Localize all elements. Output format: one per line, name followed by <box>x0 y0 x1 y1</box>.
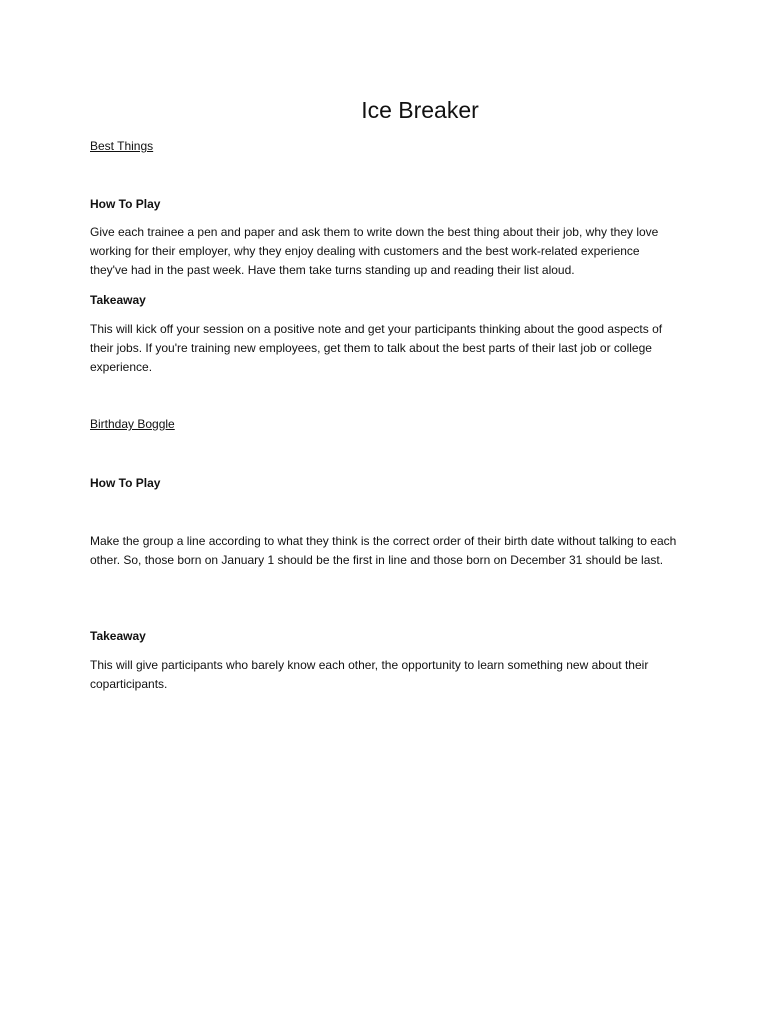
document-title: Ice Breaker <box>361 97 479 123</box>
how-to-play-heading: How To Play <box>90 476 161 490</box>
how-to-play-heading: How To Play <box>90 197 161 211</box>
takeaway-paragraph: This will kick off your session on a positive note and get your participants thinking about the good aspects of their jobs. If you're training new employees, get them to talk about the best parts of their last job or college experience. <box>90 322 663 374</box>
how-to-play-paragraph: Make the group a line according to what they think is the correct order of their birth date without talking to each other. So, those born on January 1 should be the first in line and those born on December 31 should be last. <box>90 534 677 567</box>
takeaway-heading: Takeaway <box>90 293 146 307</box>
section-title-birthday-boggle: Birthday Boggle <box>90 417 175 431</box>
section-title-best-things: Best Things <box>90 139 154 153</box>
takeaway-heading: Takeaway <box>90 629 146 643</box>
how-to-play-paragraph: Give each trainee a pen and paper and ask them to write down the best thing about their job, why they love working for their employer, why they enjoy dealing with customers and the best work-related experience they've had in the past week. Have them take turns standing up and reading their list aloud. <box>90 225 659 277</box>
takeaway-paragraph: This will give participants who barely know each other, the opportunity to learn something new about their coparticipants. <box>90 658 649 691</box>
